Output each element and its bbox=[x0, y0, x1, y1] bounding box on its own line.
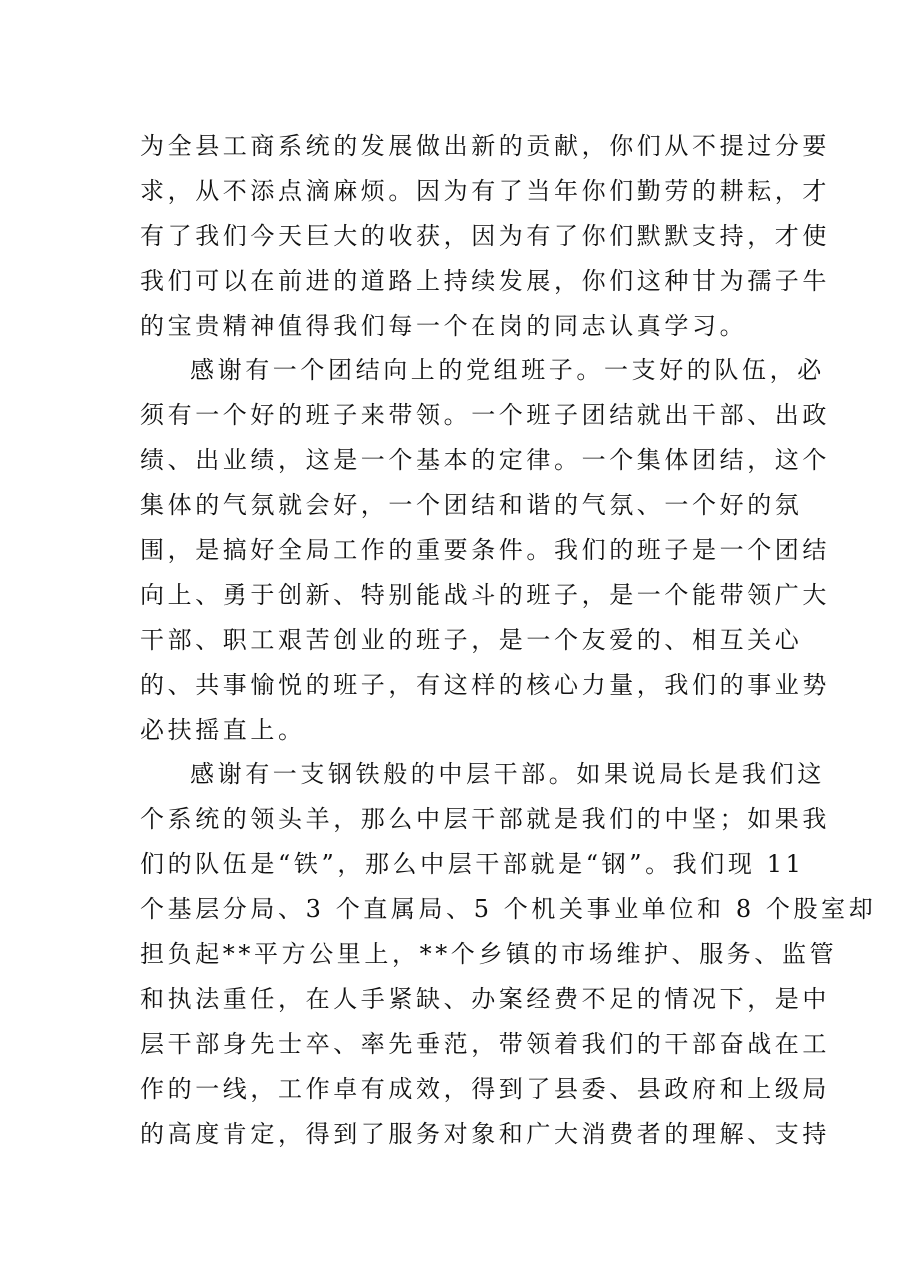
text-line: 向上、勇于创新、特别能战斗的班子，是一个能带领广大 bbox=[140, 580, 830, 609]
text-line: 须有一个好的班子来带领。一个班子团结就出干部、出政 bbox=[140, 401, 830, 430]
text-line: 个系统的领头羊，那么中层干部就是我们的中坚；如果我 bbox=[140, 805, 830, 834]
text-line: 集体的气氛就会好，一个团结和谐的气氛、一个好的氛 bbox=[140, 491, 803, 520]
text-line: 干部、职工艰苦创业的班子，是一个友爱的、相互关心 bbox=[140, 625, 803, 654]
body-text bbox=[140, 124, 877, 1156]
text-line: 的宝贵精神值得我们每一个在岗的同志认真学习。 bbox=[140, 311, 748, 340]
paragraph-2 bbox=[140, 348, 830, 752]
text-line: 必扶摇直上。 bbox=[140, 715, 306, 744]
text-line-indented: 感谢有一个团结向上的党组班子。一支好的队伍，必 bbox=[190, 356, 825, 385]
text-line: 绩、出业绩，这是一个基本的定律。一个集体团结，这个 bbox=[140, 446, 830, 475]
text-line-indented: 感谢有一支钢铁般的中层干部。如果说局长是我们这 bbox=[190, 760, 825, 789]
text-line: 和执法重任，在人手紧缺、办案经费不足的情况下，是中 bbox=[140, 984, 830, 1013]
paragraph-1 bbox=[140, 124, 830, 348]
text-line: 我们可以在前进的道路上持续发展，你们这种甘为孺子牛 bbox=[140, 266, 830, 295]
text-line: 们的队伍是“铁”，那么中层干部就是“钢”。我们现 11 bbox=[140, 850, 805, 879]
text-line: 个基层分局、3 个直属局、5 个机关事业单位和 8 个股室却 bbox=[140, 895, 877, 924]
text-line: 求，从不添点滴麻烦。因为有了当年你们勤劳的耕耘，才 bbox=[140, 176, 830, 205]
text-line: 的、共事愉悦的班子，有这样的核心力量，我们的事业势 bbox=[140, 670, 830, 699]
text-line: 作的一线，工作卓有成效，得到了县委、县政府和上级局 bbox=[140, 1074, 830, 1103]
text-line: 围，是搞好全局工作的重要条件。我们的班子是一个团结 bbox=[140, 536, 830, 565]
text-line: 层干部身先士卒、率先垂范，带领着我们的干部奋战在工 bbox=[140, 1029, 830, 1058]
text-line: 为全县工商系统的发展做出新的贡献，你们从不提过分要 bbox=[140, 132, 830, 160]
text-line: 有了我们今天巨大的收获，因为有了你们默默支持，才使 bbox=[140, 221, 830, 250]
text-line: 担负起**平方公里上，**个乡镇的市场维护、服务、监管 bbox=[140, 940, 838, 969]
paragraph-3 bbox=[140, 752, 877, 1156]
text-line: 的高度肯定，得到了服务对象和广大消费者的理解、支持 bbox=[140, 1119, 830, 1148]
